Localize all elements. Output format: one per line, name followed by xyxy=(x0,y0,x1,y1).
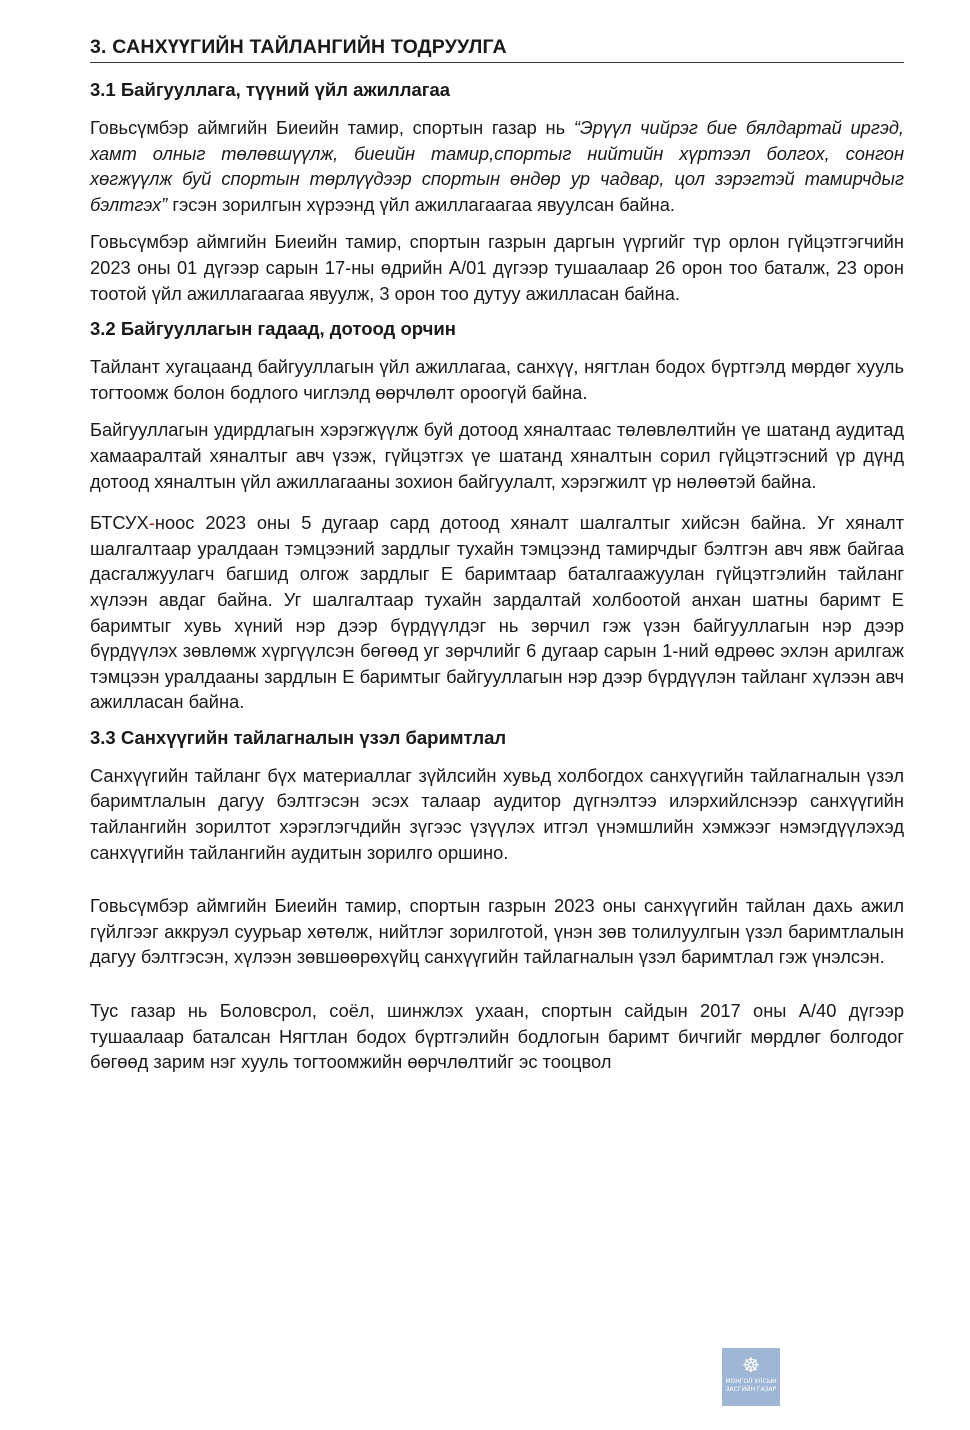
paragraph-staffing: Говьсүмбэр аймгийн Биеийн тамир, спортын газрын даргын үүргийг түр орлон гүйцэтгэгчийн 2023 оны 01 дүгээр сарын 17-ны өдрийн А/01 дүгээр тушаалаар 26 орон тоо баталж, 23 орон тоотой үйл ажиллагаагаа явуулж, 3 орон тоо дутуу ажилласан байна. xyxy=(90,231,904,304)
stamp-line-2: ЗАСГИЙН ГАЗАР xyxy=(725,1386,777,1393)
inspection-org: БТСУХ xyxy=(90,512,149,534)
heading-3-3: 3.3 Санхүүгийн тайлагналын үзэл баримтлал xyxy=(90,726,507,748)
inspection-text: ноос 2023 оны 5 дугаар сард дотоод хяналт шалгалтыг хийсэн байна. Уг хяналт шалгалтаар уралдаан тэмцээний зардлыг тухайн тэмцээнд тамирчдыг бэлтгэн авч явж байгаа дасгалжуулагч багшид олгож зардлыг Е баримтаар баталгаажуулан гүйцэтгэлийн тайланг хүлээн авдаг байна. Уг шалгалтаар тухайн зардалтай холбоотой анхан шатны баримт Е баримтыг хувь хүний нэр дээр бүрдүүлдэг нь зөрчил гэж үзэн байгууллагын нэр дээр бүрдүүлэх зөвлөмж хүргүүлсэн бөгөөд уг зөрчлийг 6 дугаар сарын 1-ний өдрөөс эхлэн арилгаж тэмцээн уралдааны зардлын Е баримтыг байгууллагын нэр дээр бүрдүүлэн тайланг хүлээн авч ажилласан байна. xyxy=(90,512,904,713)
paragraph-accounting-policy: Тус газар нь Боловсрол, соёл, шинжлэх ухаан, спортын сайдын 2017 оны А/40 дүгээр тушаалаар баталсан Нягтлан бодох бүртгэлийн бодлогын баримт бичгийг мөрдлөг болгодог бөгөөд зарим нэг хууль тогтоомжийн өөрчлөлтийг эс тооцвол xyxy=(90,1000,904,1073)
mission-intro: Говьсүмбэр аймгийн Биеийн тамир, спортын газар нь xyxy=(90,117,574,138)
paragraph-audit-objective: Санхүүгийн тайланг бүх материаллаг зүйлсийн хувьд холбогдох санхүүгийн тайлагналын үзэл баримтлалын дагуу бэлтгэсэн эсэх талаар аудитор дүгнэлтээ илэрхийлснээр санхүүгийн тайлангийн зорилтот хэрэглэгчдийн зүгээс үзүүлэх итгэл үнэмшлийн хэмжээг нэмэгдүүлэхэд санхүүгийн тайлангийн аудитын зорилго оршино. xyxy=(90,764,904,863)
inspection-dash: - xyxy=(148,512,155,534)
heading-3-2: 3.2 Байгууллагын гадаад, дотоод орчин xyxy=(90,318,456,340)
soyombo-icon: ☸ xyxy=(742,1353,760,1377)
heading-3-1: 3.1 Байгууллага, түүний үйл ажиллагаа xyxy=(90,79,451,100)
section-title: 3. САНХҮҮГИЙН ТАЙЛАНГИЙН ТОДРУУЛГА xyxy=(90,36,904,63)
government-stamp xyxy=(722,1348,780,1406)
paragraph-mission xyxy=(90,115,904,217)
paragraph-internal-control: Байгууллагын удирдлагын хэрэгжүүлж буй дотоод хяналтаас төлөвлөлтийн үе шатанд аудитад хамааралтай хяналтыг авч үзэж, гүйцэтгэх үе шатанд хяналтын сорил гүйцэтгэсний үр дүнд дотоод хяналтын үйл ажиллагааны зохион байгуулалт, хэрэгжилт үр нөлөөтэй байна. xyxy=(90,419,904,492)
stamp-line-1: МОНГОЛ УЛСЫН xyxy=(725,1378,777,1385)
paragraph-environment: Тайлант хугацаанд байгууллагын үйл ажиллагаа, санхүү, нягтлан бодох бүртгэлд мөрдөг хууль тогтоомж болон бодлого чиглэлд өөрчлөлт ороогүй байна. xyxy=(90,356,904,403)
mission-end: гэсэн зорилгын хүрээнд үйл ажиллагаагаа явуулсан байна. xyxy=(167,193,675,215)
paragraph-accrual-basis: Говьсүмбэр аймгийн Биеийн тамир, спортын газрын 2023 оны санхүүгийн тайлан дахь ажил гүйлгээг аккруэл суурьар хөтөлж, нийтлэг зорилготой, үнэн зөв толилуулгын үзэл баримтлалын дагуу бэлтгэсэн, хүлээн зөвшөөрөхүйц санхүүгийн тайлагналын үзэл баримтлал гэж үнэлсэн. xyxy=(90,895,904,968)
paragraph-inspection xyxy=(90,510,904,715)
mission-quote: “Эрүүл чийрэг бие бялдартай иргэд, хамт олныг төлөвшүүлж, биеийн тамир,спортыг нийтийн хүртээл болгох, сонгон хөгжүүлж буй спортын төрлүүдээр спортын өндөр ур чадвар, цол зэрэгтэй тамирчдыг бэлтгэх” xyxy=(90,117,905,215)
document-page xyxy=(90,36,904,1087)
